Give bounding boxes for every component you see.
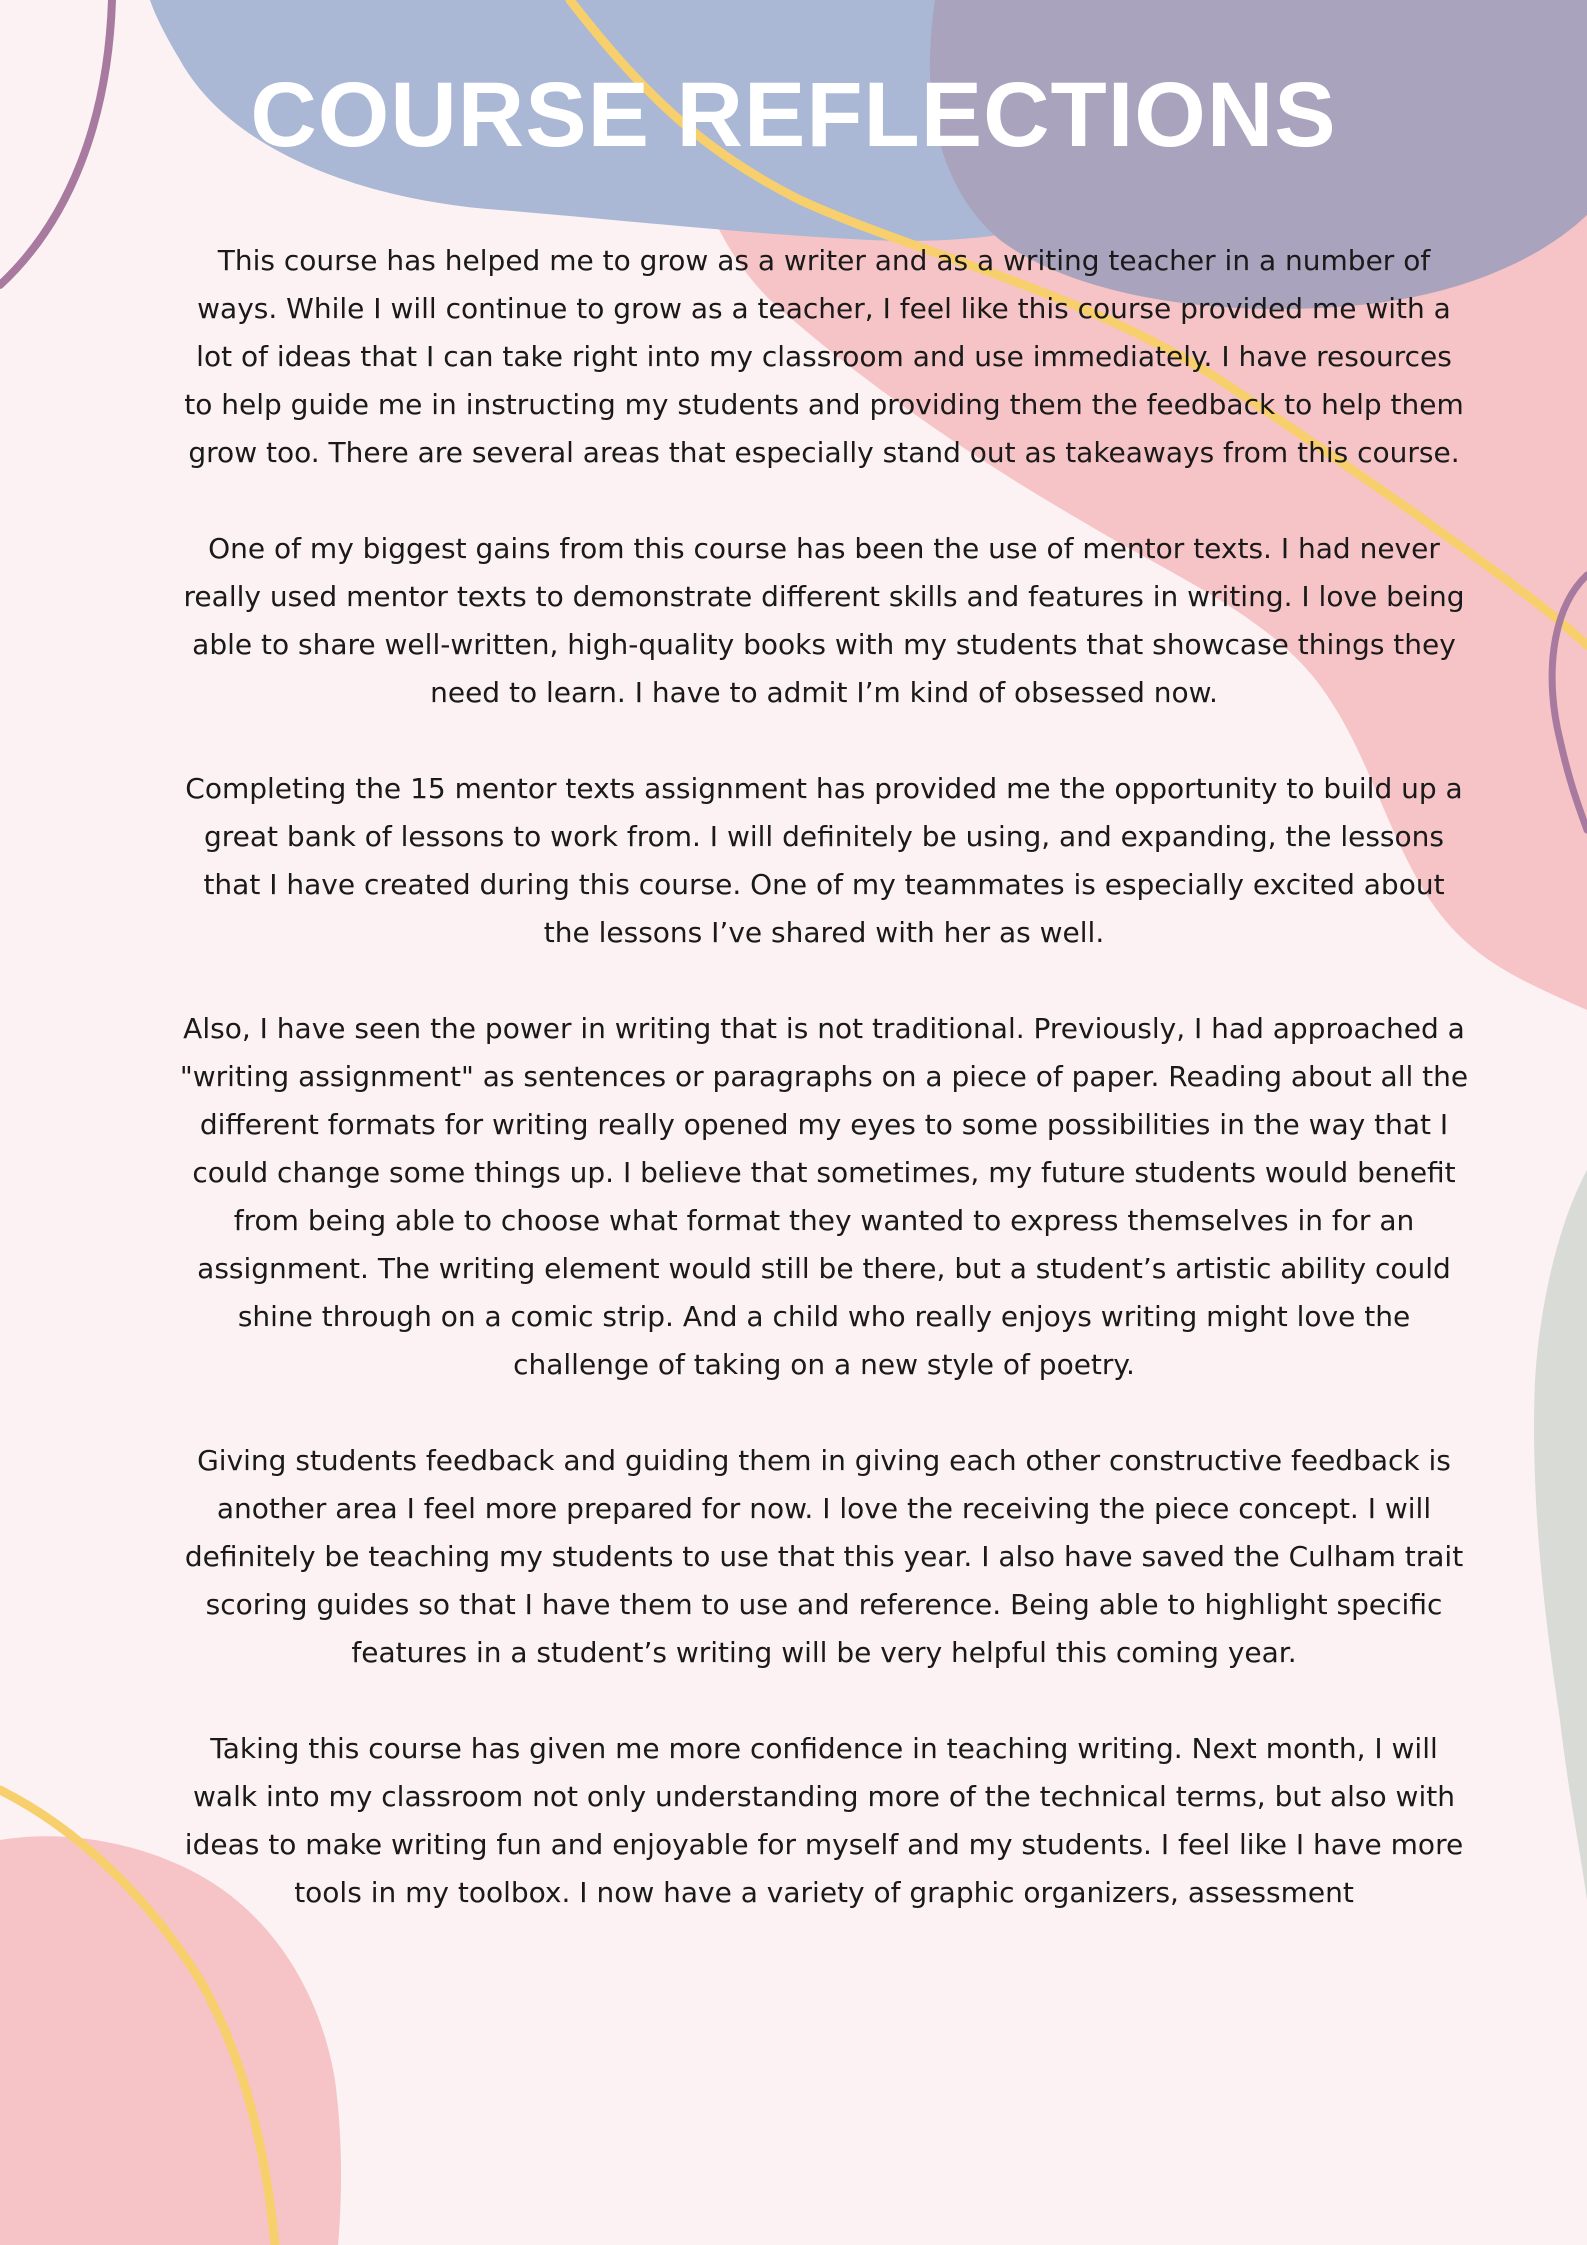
paragraph-intro: This course has helped me to grow as a writer and as a writing teacher in a number of ways. While I will continue to grow as a teacher, I feel like this course provided me with a lot of ideas that I can take right into my classroom and use immediately. I have resources to help guide me in instructing my students and providing them the feedback to help them grow too. There are several areas that especially stand out as takeaways from this course. (184, 244, 1464, 469)
page-title: COURSE REFLECTIONS (250, 64, 1337, 166)
paragraph-mentor-assignment: Completing the 15 mentor texts assignment has provided me the opportunity to build up a great bank of lessons to work from. I will definitely be using, and expanding, the lessons that I have created during this course. One of my teammates is especially excited about the lessons I’ve shared with her as well. (185, 772, 1463, 949)
paragraph-mentor-texts: One of my biggest gains from this course has been the use of mentor texts. I had never really used mentor texts to demonstrate different skills and features in writing. I love being able to share well-written, high-quality books with my students that showcase things they need to learn. I have to admit I’m kind of obsessed now. (183, 532, 1465, 709)
paragraph-feedback: Giving students feedback and guiding them in giving each other constructive feedback is another area I feel more prepared for now. I love the receiving the piece concept. I will definitely be teaching my students to use that this year. I also have saved the Culham trait scoring guides so that I have them to use and reference. Being able to highlight specific features in a student’s writing will be very helpful this coming year. (184, 1444, 1464, 1669)
paragraph-confidence: Taking this course has given me more confidence in teaching writing. Next month, I will walk into my classroom not only understanding more of the technical terms, but also with ideas to make writing fun and enjoyable for myself and my students. I feel like I have more tools in my toolbox. I now have a variety of graphic organizers, assessment (184, 1732, 1464, 1909)
sage-blob-right (1534, 1170, 1587, 1900)
paragraph-nontraditional-writing: Also, I have seen the power in writing that is not traditional. Previously, I had approached a "writing assignment" as sentences or paragraphs on a piece of paper. Reading about all the different formats for writing really opened my eyes to some possibilities in the way that I could change some things up. I believe that sometimes, my future students would benefit from being able to choose what format they wanted to express themselves in for an assignment. The writing element would still be there, but a student’s artistic ability could shine through on a comic strip. And a child who really enjoys writing might love the challenge of taking on a new style of poetry. (179, 1012, 1469, 1381)
reflection-body (178, 237, 1470, 1965)
